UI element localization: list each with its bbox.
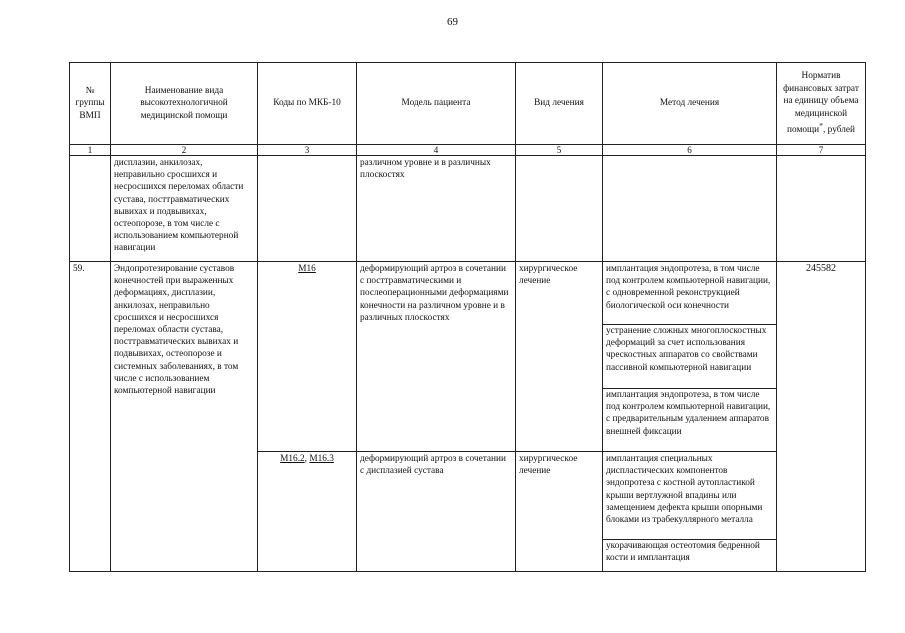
cell-name: дисплазии, анкилозах, неправильно сросшихся и несросшихся переломах области сустава, посттравматических вывихах и подвывихах, остеопорозе, в том числе с использованием компьютерной навигации (111, 156, 258, 262)
code-separator: , (304, 454, 310, 464)
icd-code-link[interactable]: M16.3 (309, 454, 334, 464)
header-name: Наименование вида высокотехнологичной медицинской помощи (111, 63, 258, 145)
cell-treatment-type: хирургическое лечение (516, 452, 603, 572)
header-group: № группы ВМП (70, 63, 111, 145)
column-number: 7 (777, 145, 866, 156)
table-row-59 (70, 262, 866, 452)
icd-code-link[interactable]: M16 (298, 264, 316, 274)
cell-treatment-methods (603, 452, 777, 572)
column-number: 3 (258, 145, 357, 156)
header-codes: Коды по МКБ-10 (258, 63, 357, 145)
footnote-mark: * (819, 121, 824, 131)
cell-care-type-name: Эндопротезирование суставов конечностей при выраженных деформациях, дисплазии, анкилозах, неправильно сросшихся и несросшихся переломах области сустава, посттравматических вывихах и подвывихах, остеопорозе и системных заболеваниях, в том числе с использованием компьютерной навигации (111, 262, 258, 572)
cell-codes (258, 156, 357, 262)
cell-icd-code (258, 262, 357, 452)
page-number: 69 (447, 16, 458, 28)
column-number: 6 (603, 145, 777, 156)
cell-type (516, 156, 603, 262)
column-number: 1 (70, 145, 111, 156)
cell-patient-model: деформирующий артроз в сочетании с посттравматическими и послеоперационными деформациями конечности на различном уровне и в различных плоскостях (357, 262, 516, 452)
cell-method (603, 156, 777, 262)
method-item: имплантация эндопротеза, в том числе под контролем компьютерной навигации, с предварительным удалением аппаратов внешней фиксации (603, 388, 776, 438)
medical-care-table (69, 62, 866, 572)
cell-patient-model: деформирующий артроз в сочетании с дисплазией сустава (357, 452, 516, 572)
cell-group-number: 59. (70, 262, 111, 572)
header-type: Вид лечения (516, 63, 603, 145)
method-item: имплантация эндопротеза, в том числе под контролем компьютерной навигации, с одновременной реконструкцией биологической оси конечности (606, 264, 771, 311)
table-row-continued (70, 156, 866, 262)
header-model: Модель пациента (357, 63, 516, 145)
cell-treatment-type: хирургическое лечение (516, 262, 603, 452)
icd-code-link[interactable]: M16.2 (280, 454, 305, 464)
column-number-row (70, 145, 866, 156)
cell-model: различном уровне и в различных плоскостях (357, 156, 516, 262)
cell-icd-codes (258, 452, 357, 572)
method-item: имплантация специальных диспластических компонентов эндопротеза с костной аутопластикой крыши вертлужной впадины или замещением дефекта крыши опорными блоками из трабекуллярного металла (606, 454, 763, 526)
column-number: 4 (357, 145, 516, 156)
header-row (70, 63, 866, 145)
header-method: Метод лечения (603, 63, 777, 145)
header-norm-text: Норматив финансовых затрат на единицу объема медицинской помощи (783, 71, 859, 136)
cell-group (70, 156, 111, 262)
header-norm-unit: , рублей (823, 125, 855, 136)
column-number: 2 (111, 145, 258, 156)
cell-treatment-methods (603, 262, 777, 452)
header-norm (777, 63, 866, 145)
method-item: устранение сложных многоплоскостных деформаций за счет использования чрескостных аппаратов со свойствами пассивной компьютерной навигации (603, 324, 776, 388)
method-item: укорачивающая остеотомия бедренной кости и имплантация (603, 539, 776, 564)
cell-norm (777, 156, 866, 262)
cell-cost-norm: 245582 (777, 262, 866, 572)
column-number: 5 (516, 145, 603, 156)
